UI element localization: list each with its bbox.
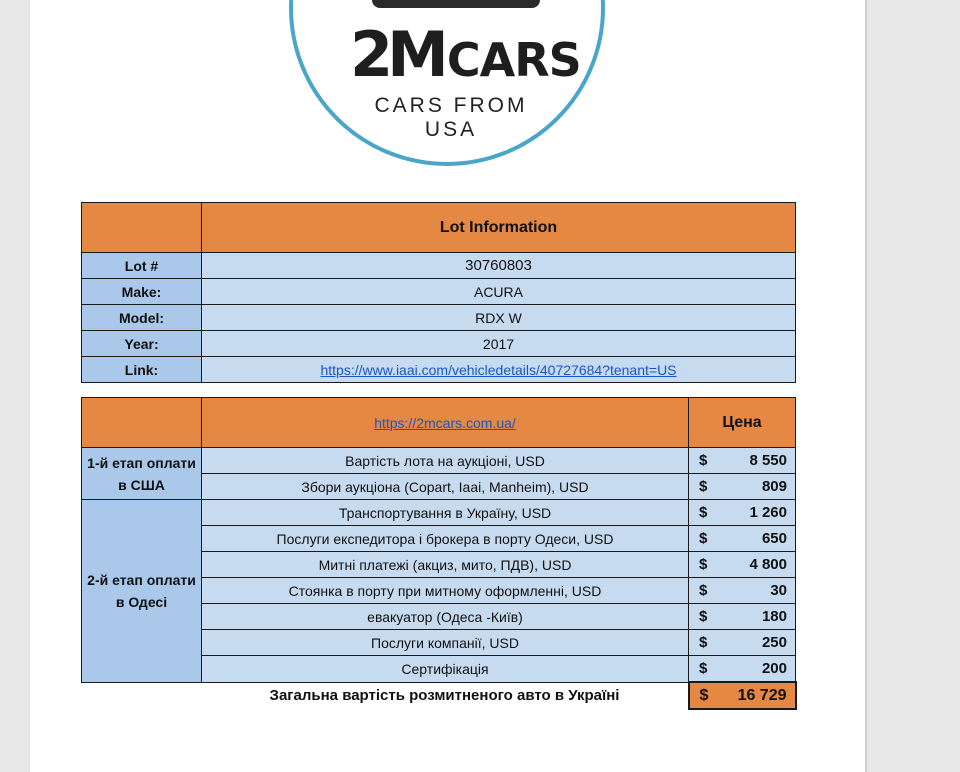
stage-1-label: 1-й етап оплати в США: [82, 448, 202, 500]
price-item: Сертифікація: [202, 656, 689, 683]
car-silhouette-icon: [372, 0, 540, 8]
dollar-sign: $: [699, 478, 708, 495]
price-amount-cell: [689, 656, 796, 683]
price-amount: 200: [761, 660, 787, 677]
logo-m: M: [387, 18, 447, 91]
price-amount-cell: [689, 526, 796, 552]
price-amount-cell: [689, 474, 796, 500]
lot-header-blank: [82, 203, 202, 253]
price-table: [81, 397, 797, 710]
price-row: [82, 500, 796, 526]
lot-number-value: 30760803: [202, 253, 796, 279]
dollar-sign: $: [699, 660, 708, 677]
total-amount: 16 729: [737, 686, 787, 704]
price-amount: 809: [761, 478, 787, 495]
price-item: Стоянка в порту при митному оформленні, USD: [202, 578, 689, 604]
stage-2-label: 2-й етап оплати в Одесі: [82, 500, 202, 683]
dollar-sign: $: [699, 504, 708, 521]
price-item: Послуги експедитора і брокера в порту Одеси, USD: [202, 526, 689, 552]
dollar-sign: $: [699, 556, 708, 573]
site-link[interactable]: https://2mcars.com.ua/: [374, 414, 516, 431]
price-header-row: [82, 398, 796, 448]
model-value: RDX W: [202, 305, 796, 331]
price-amount: 4 800: [749, 556, 787, 573]
brand-logo: [350, 18, 581, 91]
auction-link-cell: [202, 357, 796, 383]
price-amount-cell: [689, 500, 796, 526]
price-item: евакуатор (Одеса -Київ): [202, 604, 689, 630]
total-amount-cell: [689, 682, 796, 709]
lot-row: [82, 279, 796, 305]
lot-row: [82, 357, 796, 383]
price-amount: 650: [761, 530, 787, 547]
site-link-cell: [202, 398, 689, 448]
total-label: Загальна вартість розмитненого авто в Україні: [269, 687, 620, 705]
price-item: Послуги компанії, USD: [202, 630, 689, 656]
price-amount: 1 260: [749, 504, 787, 521]
price-item: Транспортування в Україну, USD: [202, 500, 689, 526]
price-header-blank: [82, 398, 202, 448]
lot-title: Lot Information: [202, 203, 796, 253]
price-amount-cell: [689, 552, 796, 578]
lot-header-row: [82, 203, 796, 253]
price-amount-cell: [689, 630, 796, 656]
lot-row-label: Year:: [82, 331, 202, 357]
dollar-sign: $: [699, 582, 708, 599]
total-blank: [82, 682, 202, 709]
lot-row-label: Make:: [82, 279, 202, 305]
lot-info-table: [81, 202, 796, 383]
lot-row: [82, 305, 796, 331]
total-row: [82, 682, 796, 709]
dollar-sign: $: [699, 530, 708, 547]
price-amount: 30: [770, 582, 787, 599]
lot-row-label: Model:: [82, 305, 202, 331]
auction-link[interactable]: https://www.iaai.com/vehicledetails/40727684?tenant=US: [320, 361, 677, 378]
price-row: [82, 448, 796, 474]
price-amount: 250: [761, 634, 787, 651]
price-item: Митні платежі (акциз, мито, ПДВ), USD: [202, 552, 689, 578]
price-amount-cell: [689, 604, 796, 630]
dollar-sign: $: [699, 686, 709, 704]
price-item: Збори аукціона (Copart, Iaai, Manheim), USD: [202, 474, 689, 500]
lot-row-label: Link:: [82, 357, 202, 383]
logo-cars: CARS: [446, 33, 581, 87]
make-value: ACURA: [202, 279, 796, 305]
logo-two: 2: [350, 18, 388, 91]
lot-row: [82, 331, 796, 357]
dollar-sign: $: [699, 452, 708, 469]
dollar-sign: $: [699, 634, 708, 651]
lot-row: [82, 253, 796, 279]
page-edge: [865, 0, 867, 772]
price-amount: 8 550: [749, 452, 787, 469]
price-column-header: Цена: [689, 398, 796, 448]
price-amount-cell: [689, 448, 796, 474]
price-amount-cell: [689, 578, 796, 604]
lot-row-label: Lot #: [82, 253, 202, 279]
price-item: Вартість лота на аукціоні, USD: [202, 448, 689, 474]
dollar-sign: $: [699, 608, 708, 625]
price-amount: 180: [761, 608, 787, 625]
logo-tagline: CARS FROM USA: [374, 94, 528, 141]
year-value: 2017: [202, 331, 796, 357]
